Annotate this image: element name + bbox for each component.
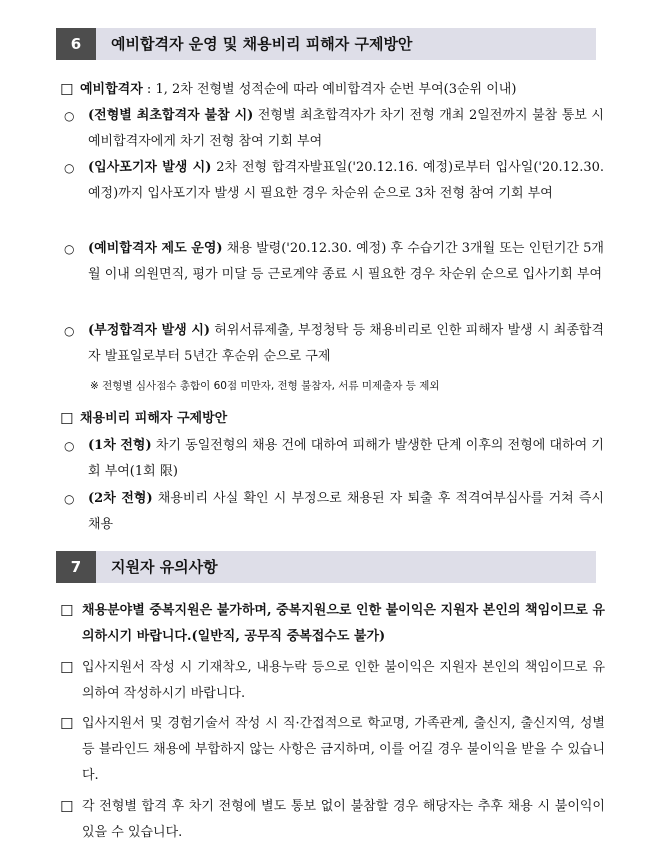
- reserve-item-1: [64, 103, 604, 155]
- victim-item-label: (2차 전형): [88, 491, 153, 506]
- notice-item-3: [60, 711, 605, 789]
- reserve-note: [90, 376, 610, 396]
- note-mark-icon: ※: [90, 380, 99, 392]
- box-bullet-icon: ☐: [60, 602, 74, 620]
- victim-item-label: (1차 전형): [88, 438, 152, 453]
- reserve-item-label: (전형별 최초합격자 불참 시): [88, 108, 254, 123]
- reserve-item-text: 2차 전형 합격자발표일('20.12.16. 예정)로부터 입사일('20.12.30. 예정)까지 입사포기자 발생 시 필요한 경우 차순위 순으로 3차 전형 참여 기회 부여: [88, 160, 605, 201]
- box-bullet-icon: ☐: [60, 410, 74, 428]
- notice-text: 입사지원서 및 경험기술서 작성 시 직·간접적으로 학교명, 가족관계, 출신지, 출신지역, 성별 등 블라인드 채용에 부합하지 않는 사항은 금지하며, 이를 어길 경우 불이익을 받을 수 있습니다.: [82, 716, 605, 783]
- reserve-item-label: (입사포기자 발생 시): [88, 160, 212, 175]
- reserve-item-label: (부정합격자 발생 시): [88, 323, 211, 338]
- box-bullet-icon: ☐: [60, 659, 74, 677]
- victim-item-text: 채용비리 사실 확인 시 부정으로 채용된 자 퇴출 후 적격여부심사를 거쳐 즉시 채용: [88, 491, 604, 532]
- victim-item-2: [64, 486, 604, 538]
- notice-text: 각 전형별 합격 후 차기 전형에 별도 통보 없이 불참할 경우 해당자는 추후 채용 시 불이익이 있을 수 있습니다.: [82, 799, 605, 840]
- reserve-text: : 1, 2차 전형별 성적순에 따라 예비합격자 순번 부여(3순위 이내): [142, 82, 517, 97]
- circle-bullet-icon: ○: [64, 324, 75, 338]
- box-bullet-icon: ☐: [60, 715, 74, 733]
- notice-text: 입사지원서 작성 시 기재착오, 내용누락 등으로 인한 불이익은 지원자 본인의 책임이므로 유의하여 작성하시기 바랍니다.: [82, 660, 605, 701]
- reserve-note-text: 전형별 심사점수 총합이 60점 미만자, 전형 불참자, 서류 미제출자 등 제외: [98, 380, 440, 392]
- circle-bullet-icon: ○: [64, 492, 75, 506]
- notice-item-2: [60, 655, 605, 707]
- reserve-heading: [60, 77, 605, 103]
- circle-bullet-icon: ○: [64, 242, 75, 256]
- reserve-item-text: 허위서류제출, 부정청탁 등 채용비리로 인한 피해자 발생 시 최종합격자 발표일로부터 5년간 후순위 순으로 구제: [88, 323, 604, 364]
- reserve-item-2: [64, 155, 604, 207]
- reserve-item-label: (예비합격자 제도 운영): [88, 241, 223, 256]
- reserve-label: 예비합격자: [80, 82, 143, 97]
- reserve-item-4: [64, 318, 604, 370]
- circle-bullet-icon: ○: [64, 161, 75, 175]
- victim-heading: [60, 406, 605, 432]
- notice-item-1: [60, 598, 605, 650]
- notice-text: 채용분야별 중복지원은 불가하며, 중복지원으로 인한 불이익은 지원자 본인의 책임이므로 유의하시기 바랍니다.(일반직, 공무직 중복접수도 불가): [82, 603, 605, 644]
- victim-item-text: 차기 동일전형의 채용 건에 대하여 피해가 발생한 단계 이후의 전형에 대하여 기회 부여(1회 限): [88, 438, 604, 479]
- section-7-number: 7: [56, 551, 96, 583]
- section-7-header: [56, 551, 596, 583]
- box-bullet-icon: ☐: [60, 798, 74, 816]
- circle-bullet-icon: ○: [64, 439, 75, 453]
- reserve-item-text: 전형별 최초합격자가 차기 전형 개최 2일전까지 불참 통보 시 예비합격자에게 차기 전형 참여 기회 부여: [88, 108, 604, 149]
- reserve-item-text: 채용 발령('20.12.30. 예정) 후 수습기간 3개월 또는 인턴기간 5개월 이내 의원면직, 평가 미달 등 근로계약 종료 시 필요한 경우 차순위 순으로 입사기회 부여: [88, 241, 604, 282]
- victim-label: 채용비리 피해자 구제방안: [80, 411, 228, 426]
- box-bullet-icon: ☐: [60, 81, 74, 99]
- section-7-title: 지원자 유의사항: [111, 558, 218, 576]
- section-6-header: [56, 28, 596, 60]
- section-6-number: 6: [56, 28, 96, 60]
- reserve-item-3: [64, 236, 604, 288]
- victim-item-1: [64, 433, 604, 485]
- notice-item-4: [60, 794, 605, 846]
- section-6-title: 예비합격자 운영 및 채용비리 피해자 구제방안: [111, 35, 413, 53]
- circle-bullet-icon: ○: [64, 109, 75, 123]
